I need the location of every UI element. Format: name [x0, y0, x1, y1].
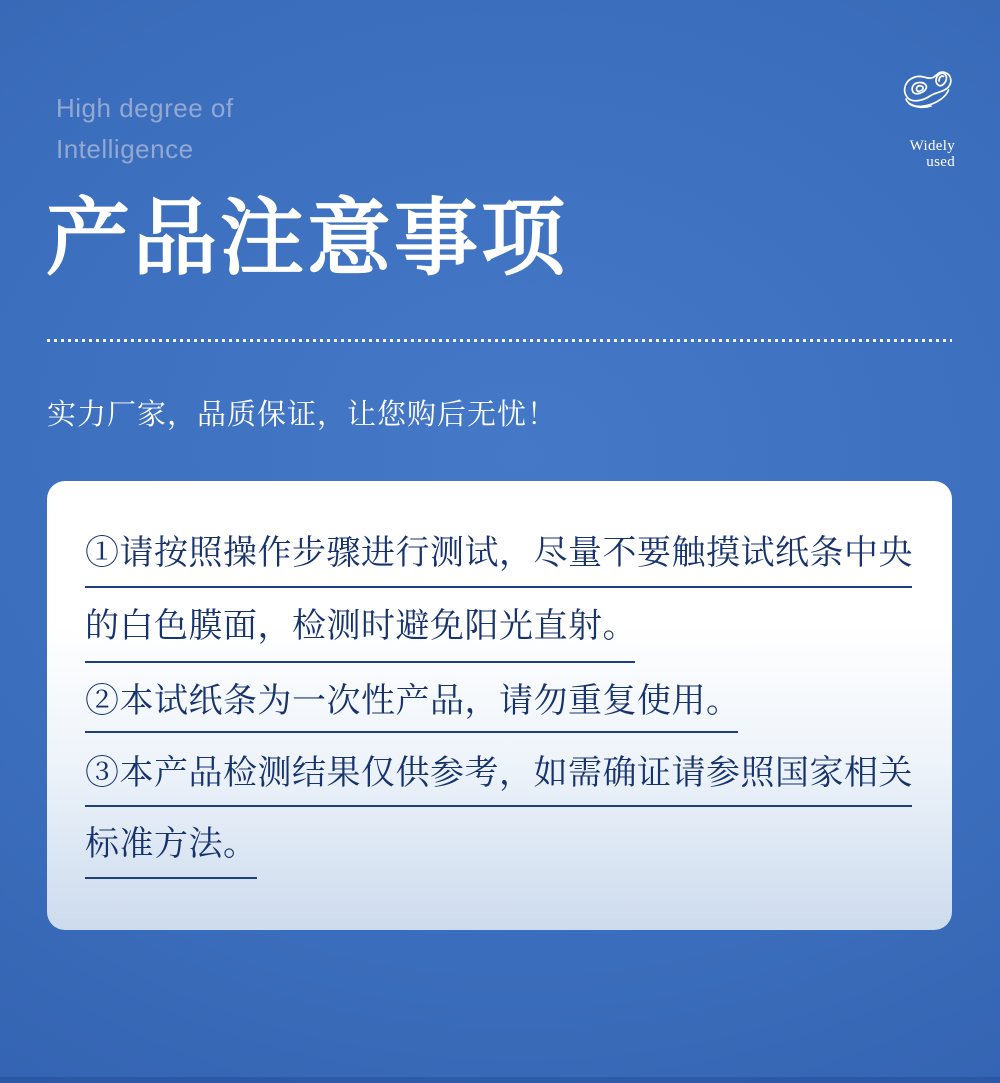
bottom-strip — [0, 1077, 1000, 1083]
tagline-line-1: High degree of — [56, 93, 234, 123]
steak-icon — [899, 66, 955, 116]
usage-badge — [899, 66, 955, 170]
usage-badge-line-2: used — [926, 154, 955, 170]
page-title: 产品注意事项 — [46, 193, 569, 286]
subtitle: 实力厂家，品质保证，让您购后无忧！ — [47, 399, 558, 431]
tagline-line-2: Intelligence — [56, 134, 194, 164]
dotted-divider — [47, 339, 952, 342]
note-line: ③本产品检测结果仅供参考，如需确证请参照国家相关 — [85, 754, 913, 792]
note-line: 的白色膜面，检测时避免阳光直射。 — [85, 607, 637, 645]
notes-card — [47, 481, 952, 930]
note-line: ②本试纸条为一次性产品，请勿重复使用。 — [85, 682, 741, 720]
note-line: 标准方法。 — [85, 825, 258, 863]
usage-badge-label — [910, 138, 955, 170]
note-underline — [85, 805, 912, 807]
note-underline — [85, 731, 738, 733]
note-underline — [85, 586, 912, 588]
tagline — [56, 88, 234, 170]
note-line: ①请按照操作步骤进行测试，尽量不要触摸试纸条中央 — [85, 534, 913, 572]
note-underline — [85, 877, 257, 879]
note-underline — [85, 661, 635, 663]
usage-badge-line-1: Widely — [909, 138, 955, 154]
